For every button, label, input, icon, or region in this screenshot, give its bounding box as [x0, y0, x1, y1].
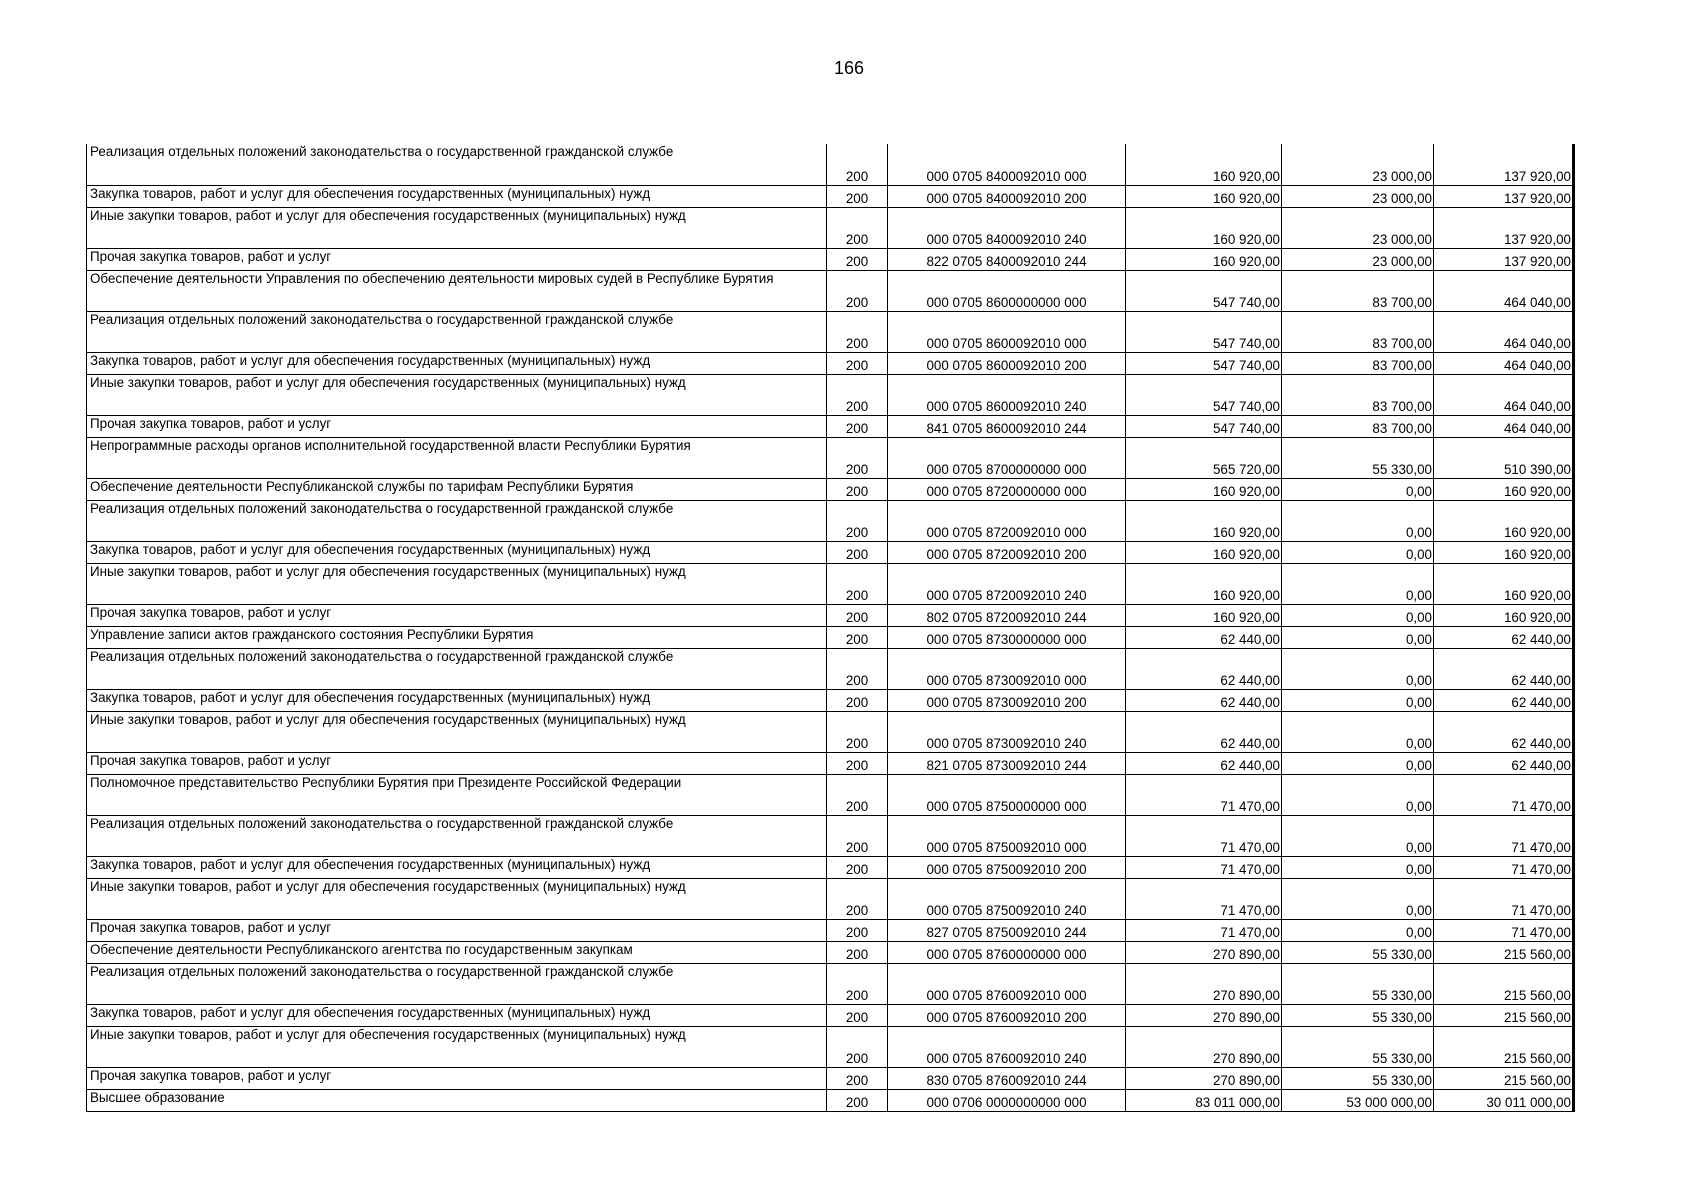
budget-table [86, 144, 1575, 1112]
row-budget-code: 000 0705 8600000000 000 [888, 270, 1126, 311]
row-amount-executed: 0,00 [1282, 711, 1434, 752]
row-line-code: 200 [827, 563, 888, 604]
row-name: Обеспечение деятельности Республиканского агентства по государственным закупкам [87, 941, 827, 963]
row-line-code: 200 [827, 207, 888, 248]
row-amount-executed: 55 330,00 [1282, 1026, 1434, 1067]
row-line-code: 200 [827, 711, 888, 752]
row-amount-executed: 0,00 [1282, 774, 1434, 815]
row-amount-executed: 0,00 [1282, 500, 1434, 541]
row-budget-code: 000 0705 8760000000 000 [888, 941, 1126, 963]
row-amount-approved: 160 920,00 [1126, 541, 1282, 563]
row-name: Обеспечение деятельности Управления по обеспечению деятельности мировых судей в Республике Бурятия [87, 270, 827, 311]
row-amount-approved: 71 470,00 [1126, 774, 1282, 815]
table-row [87, 919, 1574, 941]
row-amount-executed: 0,00 [1282, 919, 1434, 941]
row-name: Иные закупки товаров, работ и услуг для обеспечения государственных (муниципальных) нужд [87, 878, 827, 919]
row-budget-code: 000 0705 8400092010 240 [888, 207, 1126, 248]
row-amount-executed: 0,00 [1282, 563, 1434, 604]
row-amount-remaining: 71 470,00 [1434, 919, 1574, 941]
row-amount-approved: 547 740,00 [1126, 270, 1282, 311]
table-row [87, 185, 1574, 207]
row-line-code: 200 [827, 144, 888, 185]
row-amount-remaining: 71 470,00 [1434, 815, 1574, 856]
table-row [87, 711, 1574, 752]
row-amount-executed: 0,00 [1282, 856, 1434, 878]
row-name: Закупка товаров, работ и услуг для обеспечения государственных (муниципальных) нужд [87, 185, 827, 207]
row-name: Прочая закупка товаров, работ и услуг [87, 604, 827, 626]
table-row [87, 437, 1574, 478]
row-name: Полномочное представительство Республики Бурятия при Президенте Российской Федерации [87, 774, 827, 815]
row-amount-approved: 270 890,00 [1126, 1067, 1282, 1089]
row-budget-code: 000 0705 8750092010 240 [888, 878, 1126, 919]
row-line-code: 200 [827, 963, 888, 1004]
row-budget-code: 000 0705 8750000000 000 [888, 774, 1126, 815]
page-number: 166 [833, 58, 865, 78]
row-line-code: 200 [827, 1089, 888, 1111]
row-name: Реализация отдельных положений законодательства о государственной гражданской службе [87, 144, 827, 185]
row-line-code: 200 [827, 1026, 888, 1067]
row-budget-code: 000 0705 8760092010 000 [888, 963, 1126, 1004]
row-budget-code: 000 0706 0000000000 000 [888, 1089, 1126, 1111]
row-name: Иные закупки товаров, работ и услуг для обеспечения государственных (муниципальных) нужд [87, 563, 827, 604]
row-amount-approved: 565 720,00 [1126, 437, 1282, 478]
row-amount-approved: 547 740,00 [1126, 352, 1282, 374]
row-line-code: 200 [827, 311, 888, 352]
row-name: Иные закупки товаров, работ и услуг для обеспечения государственных (муниципальных) нужд [87, 1026, 827, 1067]
row-line-code: 200 [827, 648, 888, 689]
row-amount-executed: 23 000,00 [1282, 248, 1434, 270]
row-line-code: 200 [827, 752, 888, 774]
row-amount-executed: 0,00 [1282, 604, 1434, 626]
row-amount-executed: 55 330,00 [1282, 963, 1434, 1004]
row-budget-code: 822 0705 8400092010 244 [888, 248, 1126, 270]
table-row [87, 1026, 1574, 1067]
row-amount-approved: 270 890,00 [1126, 1026, 1282, 1067]
row-amount-approved: 83 011 000,00 [1126, 1089, 1282, 1111]
row-budget-code: 000 0705 8720092010 200 [888, 541, 1126, 563]
row-budget-code: 827 0705 8750092010 244 [888, 919, 1126, 941]
row-name: Иные закупки товаров, работ и услуг для обеспечения государственных (муниципальных) нужд [87, 374, 827, 415]
row-budget-code: 000 0705 8600092010 000 [888, 311, 1126, 352]
row-amount-executed: 0,00 [1282, 648, 1434, 689]
row-name: Реализация отдельных положений законодательства о государственной гражданской службе [87, 500, 827, 541]
table-row [87, 626, 1574, 648]
row-name: Прочая закупка товаров, работ и услуг [87, 415, 827, 437]
row-amount-executed: 83 700,00 [1282, 311, 1434, 352]
row-amount-executed: 0,00 [1282, 752, 1434, 774]
row-name: Прочая закупка товаров, работ и услуг [87, 752, 827, 774]
row-budget-code: 000 0705 8750092010 000 [888, 815, 1126, 856]
row-name: Иные закупки товаров, работ и услуг для обеспечения государственных (муниципальных) нужд [87, 711, 827, 752]
row-amount-executed: 55 330,00 [1282, 437, 1434, 478]
row-budget-code: 000 0705 8600092010 200 [888, 352, 1126, 374]
table-row [87, 752, 1574, 774]
row-name: Закупка товаров, работ и услуг для обеспечения государственных (муниципальных) нужд [87, 689, 827, 711]
row-name: Иные закупки товаров, работ и услуг для обеспечения государственных (муниципальных) нужд [87, 207, 827, 248]
row-amount-remaining: 160 920,00 [1434, 478, 1574, 500]
row-amount-remaining: 62 440,00 [1434, 648, 1574, 689]
row-amount-approved: 547 740,00 [1126, 415, 1282, 437]
table-row [87, 648, 1574, 689]
table-row [87, 478, 1574, 500]
row-amount-approved: 71 470,00 [1126, 878, 1282, 919]
table-row [87, 1067, 1574, 1089]
row-line-code: 200 [827, 270, 888, 311]
row-amount-remaining: 215 560,00 [1434, 1067, 1574, 1089]
row-amount-remaining: 215 560,00 [1434, 941, 1574, 963]
row-amount-executed: 83 700,00 [1282, 270, 1434, 311]
row-amount-approved: 71 470,00 [1126, 856, 1282, 878]
row-name: Реализация отдельных положений законодательства о государственной гражданской службе [87, 963, 827, 1004]
row-amount-approved: 160 920,00 [1126, 604, 1282, 626]
row-line-code: 200 [827, 437, 888, 478]
table-row [87, 144, 1574, 185]
row-amount-approved: 160 920,00 [1126, 500, 1282, 541]
table-row [87, 415, 1574, 437]
row-name: Высшее образование [87, 1089, 827, 1111]
row-amount-remaining: 71 470,00 [1434, 856, 1574, 878]
row-amount-approved: 547 740,00 [1126, 311, 1282, 352]
table-row [87, 270, 1574, 311]
row-amount-approved: 160 920,00 [1126, 563, 1282, 604]
row-budget-code: 000 0705 8760092010 240 [888, 1026, 1126, 1067]
row-budget-code: 802 0705 8720092010 244 [888, 604, 1126, 626]
row-amount-remaining: 137 920,00 [1434, 248, 1574, 270]
table-row [87, 541, 1574, 563]
table-row [87, 374, 1574, 415]
row-amount-remaining: 215 560,00 [1434, 1004, 1574, 1026]
row-amount-approved: 547 740,00 [1126, 374, 1282, 415]
row-amount-remaining: 71 470,00 [1434, 878, 1574, 919]
row-amount-approved: 62 440,00 [1126, 711, 1282, 752]
row-amount-remaining: 510 390,00 [1434, 437, 1574, 478]
row-amount-remaining: 464 040,00 [1434, 374, 1574, 415]
row-amount-executed: 83 700,00 [1282, 415, 1434, 437]
row-amount-remaining: 62 440,00 [1434, 752, 1574, 774]
row-name: Закупка товаров, работ и услуг для обеспечения государственных (муниципальных) нужд [87, 1004, 827, 1026]
row-budget-code: 000 0705 8720000000 000 [888, 478, 1126, 500]
row-line-code: 200 [827, 1067, 888, 1089]
row-amount-remaining: 71 470,00 [1434, 774, 1574, 815]
row-line-code: 200 [827, 815, 888, 856]
row-name: Прочая закупка товаров, работ и услуг [87, 248, 827, 270]
row-budget-code: 000 0705 8720092010 240 [888, 563, 1126, 604]
row-line-code: 200 [827, 248, 888, 270]
row-amount-remaining: 30 011 000,00 [1434, 1089, 1574, 1111]
row-amount-executed: 55 330,00 [1282, 941, 1434, 963]
table-row [87, 774, 1574, 815]
table-row [87, 941, 1574, 963]
row-amount-executed: 55 330,00 [1282, 1067, 1434, 1089]
row-amount-remaining: 62 440,00 [1434, 711, 1574, 752]
table-row [87, 878, 1574, 919]
row-name: Реализация отдельных положений законодательства о государственной гражданской службе [87, 815, 827, 856]
row-amount-approved: 270 890,00 [1126, 1004, 1282, 1026]
row-amount-remaining: 160 920,00 [1434, 563, 1574, 604]
row-line-code: 200 [827, 604, 888, 626]
row-amount-executed: 53 000 000,00 [1282, 1089, 1434, 1111]
table-row [87, 856, 1574, 878]
row-amount-approved: 62 440,00 [1126, 689, 1282, 711]
row-amount-executed: 0,00 [1282, 541, 1434, 563]
row-amount-approved: 160 920,00 [1126, 144, 1282, 185]
table-row [87, 1004, 1574, 1026]
row-budget-code: 000 0705 8600092010 240 [888, 374, 1126, 415]
row-amount-remaining: 464 040,00 [1434, 270, 1574, 311]
row-amount-remaining: 464 040,00 [1434, 415, 1574, 437]
row-budget-code: 841 0705 8600092010 244 [888, 415, 1126, 437]
row-amount-approved: 160 920,00 [1126, 207, 1282, 248]
table-row [87, 207, 1574, 248]
row-amount-remaining: 62 440,00 [1434, 689, 1574, 711]
row-amount-executed: 55 330,00 [1282, 1004, 1434, 1026]
row-line-code: 200 [827, 352, 888, 374]
row-line-code: 200 [827, 185, 888, 207]
row-line-code: 200 [827, 1004, 888, 1026]
row-name: Непрограммные расходы органов исполнительной государственной власти Республики Бурятия [87, 437, 827, 478]
row-line-code: 200 [827, 856, 888, 878]
row-line-code: 200 [827, 689, 888, 711]
row-budget-code: 000 0705 8760092010 200 [888, 1004, 1126, 1026]
row-name: Реализация отдельных положений законодательства о государственной гражданской службе [87, 311, 827, 352]
row-line-code: 200 [827, 478, 888, 500]
row-line-code: 200 [827, 626, 888, 648]
row-amount-remaining: 137 920,00 [1434, 185, 1574, 207]
row-amount-approved: 160 920,00 [1126, 248, 1282, 270]
row-amount-remaining: 464 040,00 [1434, 311, 1574, 352]
row-name: Закупка товаров, работ и услуг для обеспечения государственных (муниципальных) нужд [87, 541, 827, 563]
row-budget-code: 000 0705 8400092010 000 [888, 144, 1126, 185]
table-row [87, 563, 1574, 604]
row-budget-code: 830 0705 8760092010 244 [888, 1067, 1126, 1089]
row-amount-executed: 0,00 [1282, 626, 1434, 648]
row-amount-approved: 71 470,00 [1126, 815, 1282, 856]
row-name: Прочая закупка товаров, работ и услуг [87, 919, 827, 941]
row-amount-remaining: 160 920,00 [1434, 500, 1574, 541]
row-amount-remaining: 464 040,00 [1434, 352, 1574, 374]
table-row [87, 248, 1574, 270]
row-amount-executed: 0,00 [1282, 815, 1434, 856]
row-amount-executed: 0,00 [1282, 878, 1434, 919]
row-amount-approved: 62 440,00 [1126, 648, 1282, 689]
row-line-code: 200 [827, 500, 888, 541]
row-amount-remaining: 137 920,00 [1434, 207, 1574, 248]
table-row [87, 604, 1574, 626]
table-row [87, 1089, 1574, 1111]
row-amount-executed: 0,00 [1282, 689, 1434, 711]
row-amount-remaining: 215 560,00 [1434, 1026, 1574, 1067]
table-row [87, 689, 1574, 711]
row-name: Закупка товаров, работ и услуг для обеспечения государственных (муниципальных) нужд [87, 352, 827, 374]
row-amount-approved: 71 470,00 [1126, 919, 1282, 941]
row-line-code: 200 [827, 374, 888, 415]
row-line-code: 200 [827, 774, 888, 815]
row-line-code: 200 [827, 415, 888, 437]
table-row [87, 311, 1574, 352]
row-name: Управление записи актов гражданского состояния Республики Бурятия [87, 626, 827, 648]
row-amount-remaining: 62 440,00 [1434, 626, 1574, 648]
row-line-code: 200 [827, 919, 888, 941]
row-budget-code: 000 0705 8730092010 000 [888, 648, 1126, 689]
row-budget-code: 000 0705 8720092010 000 [888, 500, 1126, 541]
row-budget-code: 000 0705 8730000000 000 [888, 626, 1126, 648]
row-name: Прочая закупка товаров, работ и услуг [87, 1067, 827, 1089]
row-line-code: 200 [827, 878, 888, 919]
row-amount-approved: 270 890,00 [1126, 941, 1282, 963]
row-name: Реализация отдельных положений законодательства о государственной гражданской службе [87, 648, 827, 689]
table-row [87, 500, 1574, 541]
row-budget-code: 000 0705 8730092010 200 [888, 689, 1126, 711]
row-budget-code: 000 0705 8700000000 000 [888, 437, 1126, 478]
row-amount-approved: 160 920,00 [1126, 185, 1282, 207]
row-line-code: 200 [827, 941, 888, 963]
row-amount-remaining: 160 920,00 [1434, 604, 1574, 626]
row-amount-approved: 62 440,00 [1126, 626, 1282, 648]
row-amount-remaining: 160 920,00 [1434, 541, 1574, 563]
row-name: Закупка товаров, работ и услуг для обеспечения государственных (муниципальных) нужд [87, 856, 827, 878]
row-amount-executed: 83 700,00 [1282, 352, 1434, 374]
table-row [87, 815, 1574, 856]
row-amount-approved: 270 890,00 [1126, 963, 1282, 1004]
table-row [87, 352, 1574, 374]
row-amount-executed: 23 000,00 [1282, 207, 1434, 248]
row-budget-code: 000 0705 8730092010 240 [888, 711, 1126, 752]
row-budget-code: 821 0705 8730092010 244 [888, 752, 1126, 774]
row-amount-executed: 23 000,00 [1282, 144, 1434, 185]
row-amount-remaining: 215 560,00 [1434, 963, 1574, 1004]
row-line-code: 200 [827, 541, 888, 563]
row-amount-executed: 83 700,00 [1282, 374, 1434, 415]
row-amount-executed: 0,00 [1282, 478, 1434, 500]
row-budget-code: 000 0705 8750092010 200 [888, 856, 1126, 878]
row-amount-approved: 160 920,00 [1126, 478, 1282, 500]
row-budget-code: 000 0705 8400092010 200 [888, 185, 1126, 207]
table-row [87, 963, 1574, 1004]
row-amount-remaining: 137 920,00 [1434, 144, 1574, 185]
row-amount-approved: 62 440,00 [1126, 752, 1282, 774]
row-amount-executed: 23 000,00 [1282, 185, 1434, 207]
row-name: Обеспечение деятельности Республиканской службы по тарифам Республики Бурятия [87, 478, 827, 500]
